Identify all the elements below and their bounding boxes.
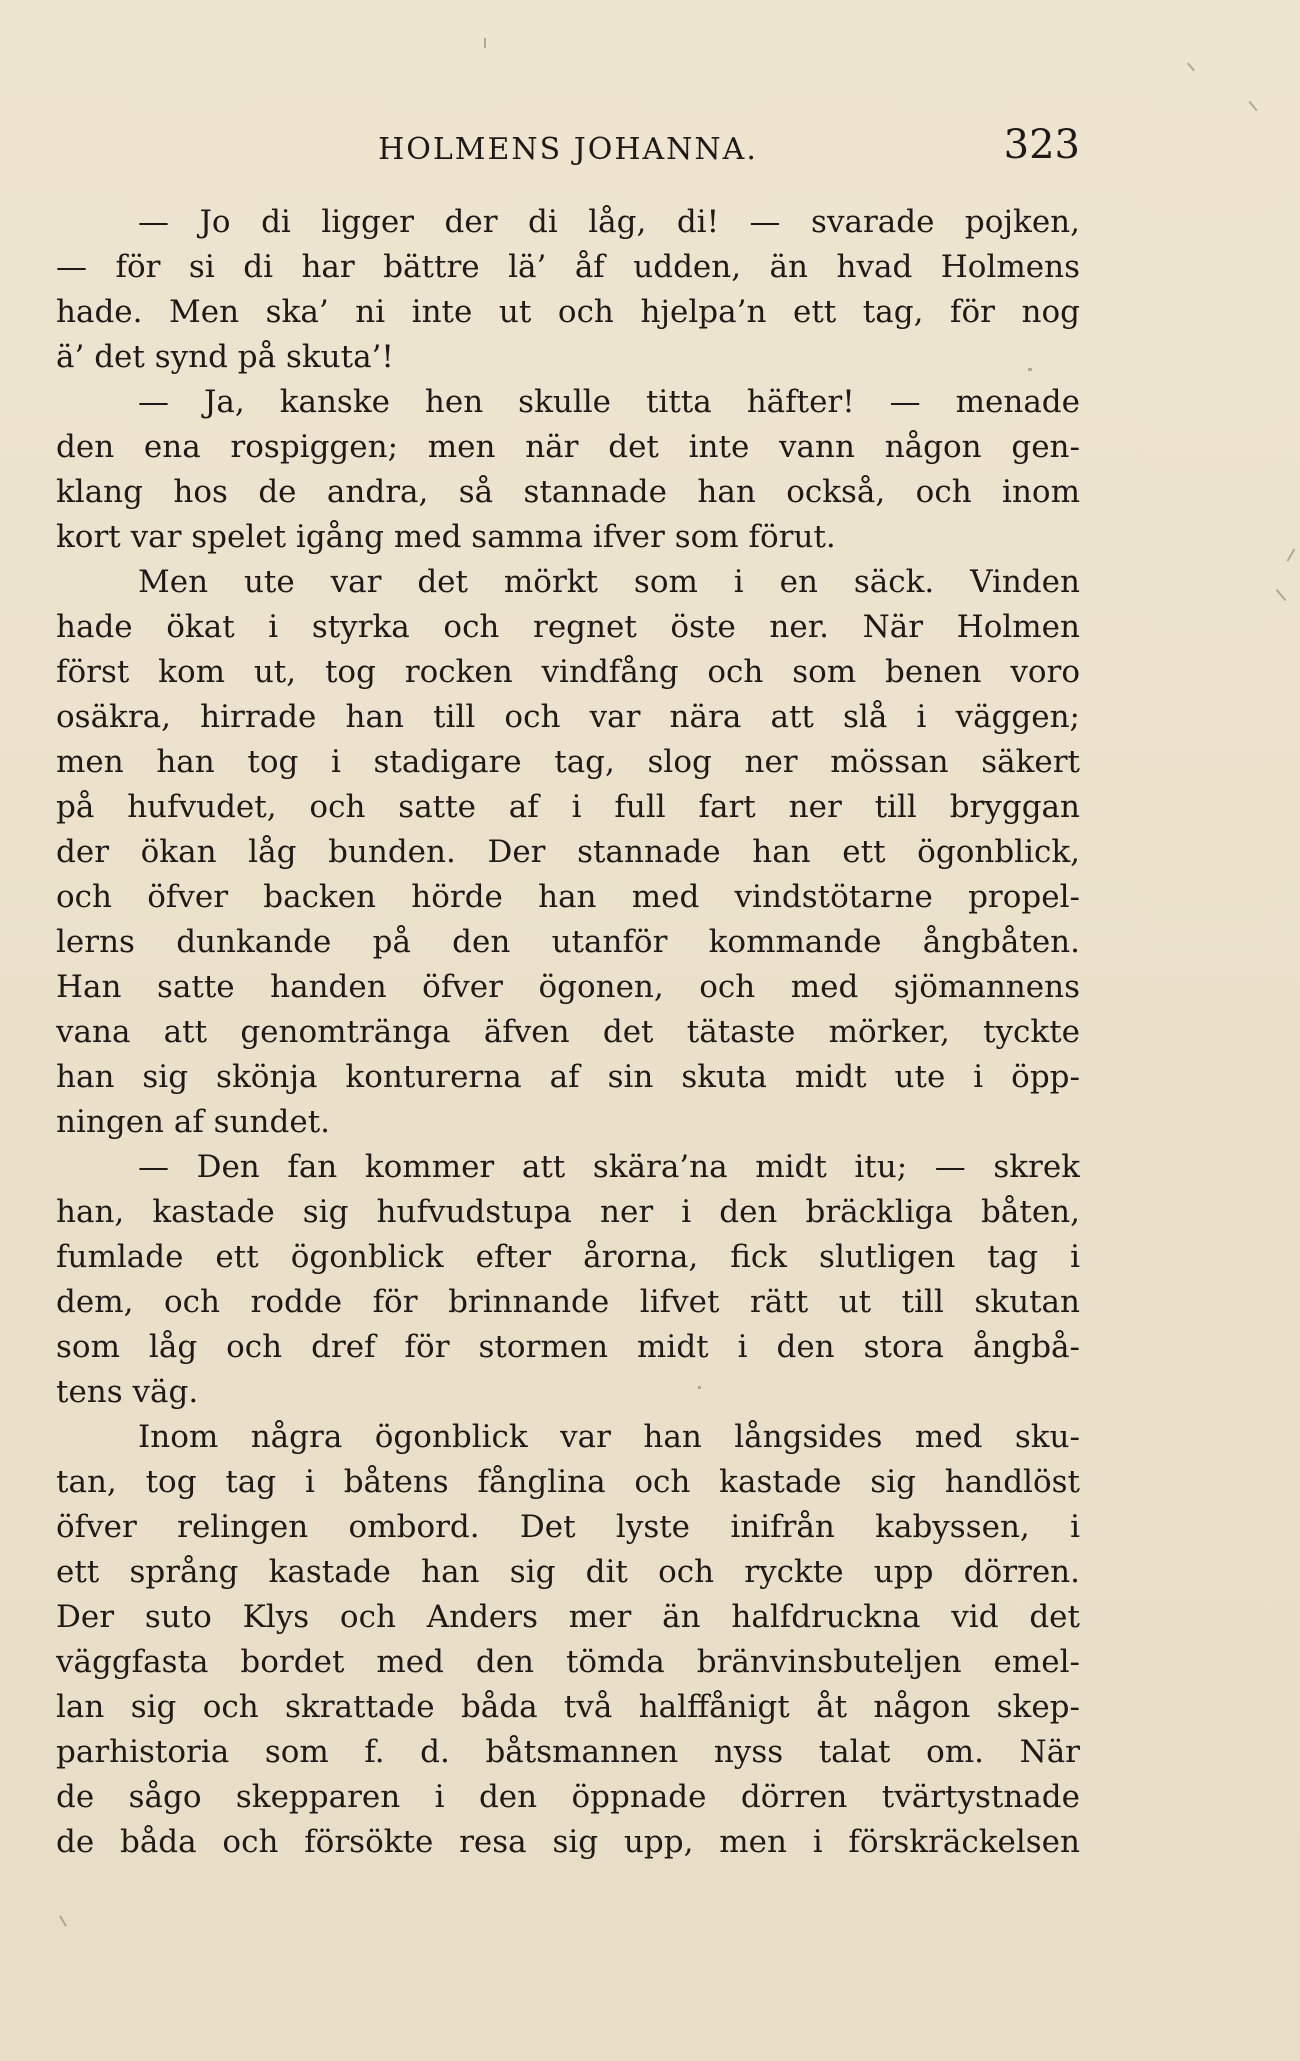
paper-speck xyxy=(1287,548,1296,561)
page-number: 323 xyxy=(1003,122,1080,168)
text-line: som låg och dref för stormen midt i den stora ångbå- xyxy=(56,1329,1080,1365)
text-line: vana att genomtränga äfven det tätaste mörker, tyckte xyxy=(56,1014,1080,1050)
text-line: de sågo skepparen i den öppnade dörren tvärtystnade xyxy=(56,1779,1080,1815)
text-line: ä’ det synd på skuta’! xyxy=(56,339,394,375)
body-text xyxy=(56,200,1080,1865)
text-line: hade ökat i styrka och regnet öste ner. När Holmen xyxy=(56,609,1080,645)
text-line: men han tog i stadigare tag, slog ner mössan säkert xyxy=(56,744,1080,780)
text-line: — Ja, kanske hen skulle titta häfter! — menade xyxy=(138,384,1080,420)
text-line: Han satte handen öfver ögonen, och med sjömannens xyxy=(56,969,1080,1005)
text-line: osäkra, hirrade han till och var nära att slå i väggen; xyxy=(56,699,1080,735)
text-line: han, kastade sig hufvudstupa ner i den bräckliga båten, xyxy=(56,1194,1080,1230)
text-line: — Den fan kommer att skära’na midt itu; — skrek xyxy=(138,1149,1080,1185)
text-line: tan, tog tag i båtens fånglina och kastade sig handlöst xyxy=(56,1464,1080,1500)
paper-speck xyxy=(1276,589,1287,601)
text-line: han sig skönja konturerna af sin skuta midt ute i öpp- xyxy=(56,1059,1080,1095)
text-line: och öfver backen hörde han med vindstötarne propel- xyxy=(56,879,1080,915)
text-line: fumlade ett ögonblick efter årorna, fick slutligen tag i xyxy=(56,1239,1080,1275)
text-line: ett språng kastade han sig dit och ryckte upp dörren. xyxy=(56,1554,1080,1590)
text-line: Der suto Klys och Anders mer än halfdruckna vid det xyxy=(56,1599,1080,1635)
running-head: HOLMENS JOHANNA. xyxy=(378,132,758,167)
paper-speck xyxy=(1187,63,1195,72)
paper-speck xyxy=(59,1915,67,1926)
text-line: öfver relingen ombord. Det lyste inifrån kabyssen, i xyxy=(56,1509,1080,1545)
page-header xyxy=(56,122,1080,172)
paper-speck xyxy=(1248,101,1257,111)
text-line: — för si di har bättre lä’ åf udden, än hvad Holmens xyxy=(56,249,1080,285)
text-line: lan sig och skrattade båda två halffånigt åt någon skep- xyxy=(56,1689,1080,1725)
text-line: Men ute var det mörkt som i en säck. Vinden xyxy=(138,564,1080,600)
text-line: väggfasta bordet med den tömda bränvinsbuteljen emel- xyxy=(56,1644,1080,1680)
paper-speck xyxy=(484,38,486,48)
text-line: tens väg. xyxy=(56,1374,199,1410)
text-line: der ökan låg bunden. Der stannade han ett ögonblick, xyxy=(56,834,1080,870)
text-line: kort var spelet igång med samma ifver som förut. xyxy=(56,519,836,555)
text-line: hade. Men ska’ ni inte ut och hjelpa’n ett tag, för nog xyxy=(56,294,1080,330)
text-line: de båda och försökte resa sig upp, men i förskräckelsen xyxy=(56,1824,1080,1860)
text-line: Inom några ögonblick var han långsides med sku- xyxy=(138,1419,1080,1455)
text-line: ningen af sundet. xyxy=(56,1104,331,1140)
text-line: den ena rospiggen; men när det inte vann någon gen- xyxy=(56,429,1080,465)
text-line: dem, och rodde för brinnande lifvet rätt ut till skutan xyxy=(56,1284,1080,1320)
text-line: lerns dunkande på den utanför kommande ångbåten. xyxy=(56,924,1080,960)
text-line: först kom ut, tog rocken vindfång och som benen voro xyxy=(56,654,1080,690)
paper-speck xyxy=(698,1386,701,1389)
text-line: på hufvudet, och satte af i full fart ner till bryggan xyxy=(56,789,1080,825)
paper-speck xyxy=(1028,368,1032,371)
text-line: klang hos de andra, så stannade han också, och inom xyxy=(56,474,1080,510)
text-line: — Jo di ligger der di låg, di! — svarade pojken, xyxy=(138,204,1080,240)
text-line: parhistoria som f. d. båtsmannen nyss talat om. När xyxy=(56,1734,1080,1770)
